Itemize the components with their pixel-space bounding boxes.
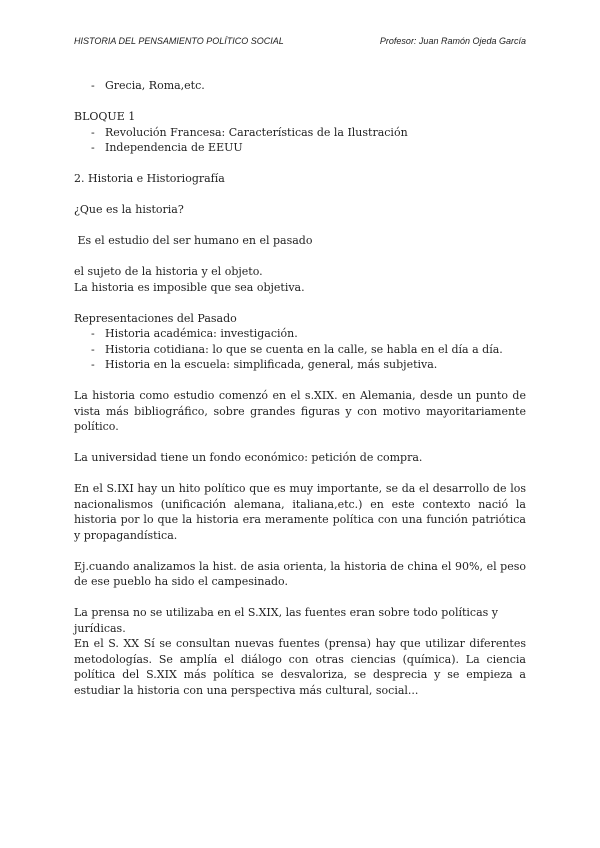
definition-line: Es el estudio del ser humano en el pasado (74, 234, 313, 247)
objetiva-line: La historia es imposible que sea objetiva. (74, 280, 305, 294)
paragraph-universidad: La universidad tiene un fondo económico: petición de compra. (74, 451, 423, 464)
paragraph-alemania: La historia como estudio comenzó en el s.XIX. en Alemania, desde un punto de vista más bibliográfico, sobre grandes figuras y con motivo mayoritariamente político. (74, 389, 526, 433)
question-line: ¿Que es la historia? (74, 203, 184, 216)
list-item: - Historia académica: investigación. (74, 326, 526, 342)
list-item: - Independencia de EEUU (74, 140, 526, 156)
representaciones-list (74, 326, 526, 373)
paragraph-nacionalismos: En el S.IXI hay un hito político que es muy importante, se da el desarrollo de los nacionalismos (unificación alemana, italiana,etc.) en este contexto nació la historia por lo que la historia era meramente política con una función patriótica y propagandística. (74, 482, 526, 542)
header-course-title: HISTORIA DEL PENSAMIENTO POLÍTICO SOCIAL (74, 36, 284, 46)
list-item: - Historia cotidiana: lo que se cuenta en la calle, se habla en el día a día. (74, 342, 526, 358)
paragraph-siglo-xx: En el S. XX Sí se consultan nuevas fuentes (prensa) hay que utilizar diferentes metodologías. Se amplía el diálogo con otras ciencias (química). La ciencia política del S.XIX más política se desvaloriza, se desprecia y se empieza a estudiar la historia con una perspectiva más cultural, social... (74, 637, 526, 697)
paragraph-prensa: La prensa no se utilizaba en el S.XIX, las fuentes eran sobre todo políticas y jurídicas. (74, 606, 499, 635)
section-title: 2. Historia e Historiografía (74, 172, 225, 185)
paragraph-asia: Ej.cuando analizamos la hist. de asia orienta, la historia de china el 90%, el peso de ese pueblo ha sido el campesinado. (74, 559, 526, 588)
list-item: - Revolución Francesa: Características de la Ilustración (74, 125, 526, 141)
list-item: - Historia en la escuela: simplificada, general, más subjetiva. (74, 357, 526, 373)
list-item: - Grecia, Roma,etc. (74, 78, 526, 94)
representaciones-title: Representaciones del Pasado (74, 311, 237, 325)
intro-list (74, 78, 526, 94)
sujeto-line: el sujeto de la historia y el objeto. (74, 265, 263, 278)
page-header (74, 36, 526, 50)
bloque-list (74, 125, 526, 156)
header-professor: Profesor: Juan Ramón Ojeda García (379, 36, 526, 46)
document-body (74, 78, 526, 698)
bloque-title: BLOQUE 1 (74, 110, 136, 123)
